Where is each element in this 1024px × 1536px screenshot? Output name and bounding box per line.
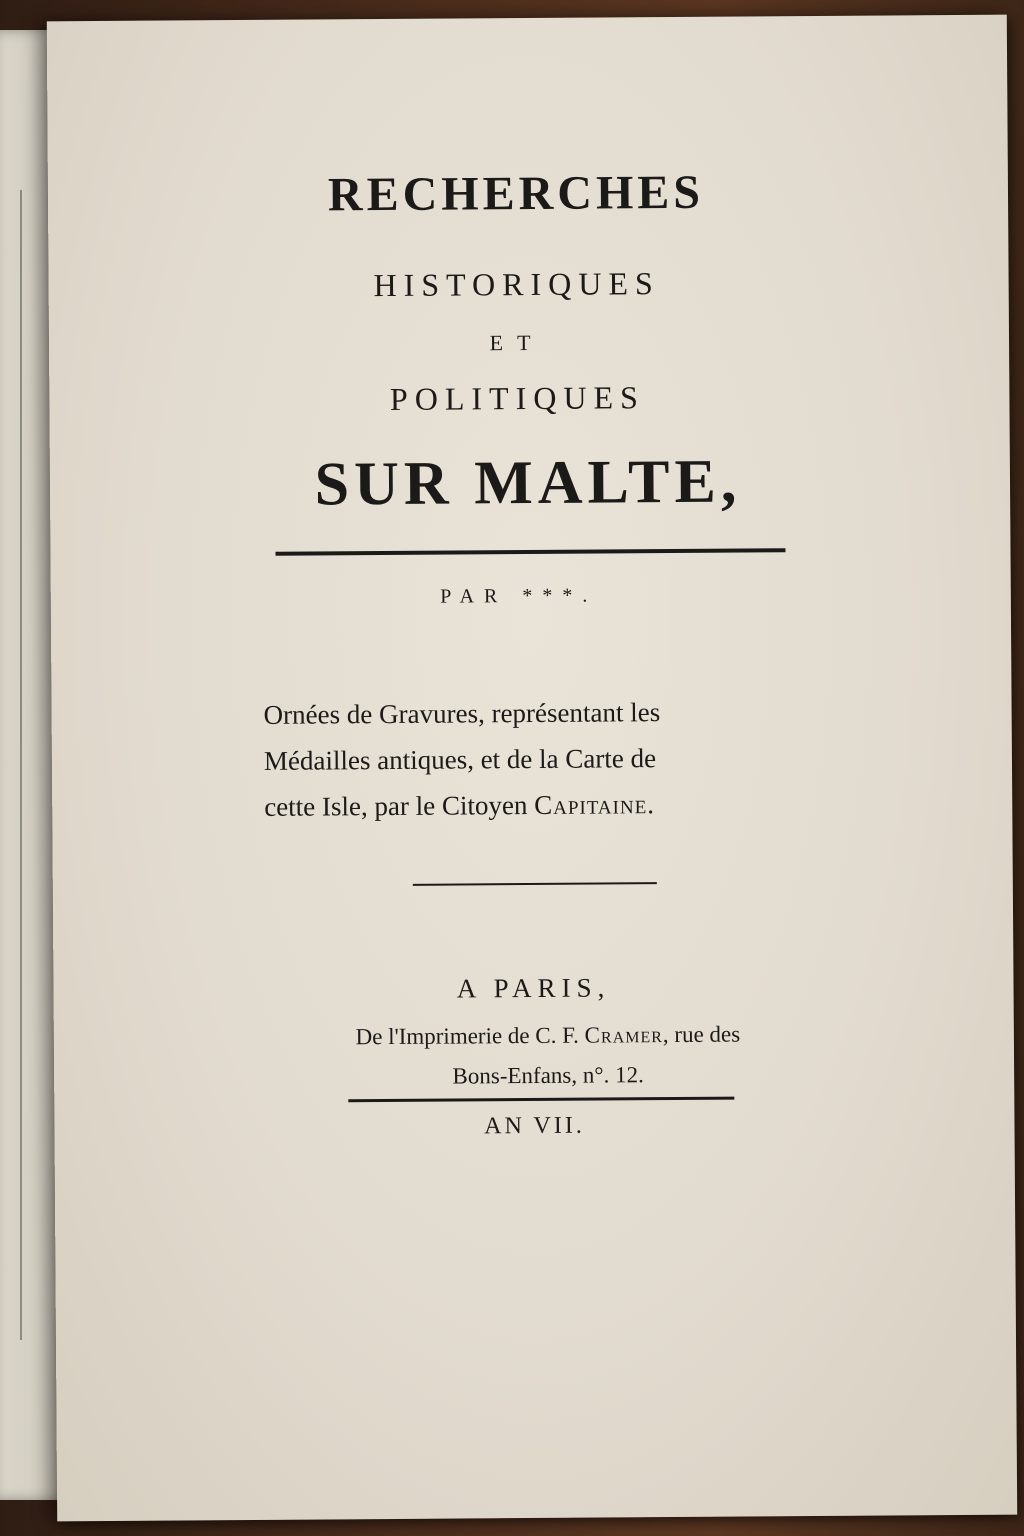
description-line-2: Médailles antiques, et de la Carte de xyxy=(263,743,657,776)
imprint xyxy=(288,1014,809,1098)
title-line-3: ET xyxy=(489,329,545,356)
title-line-2: HISTORIQUES xyxy=(373,265,660,304)
imprint-line-2: Bons-Enfans, n°. 12. xyxy=(452,1062,644,1089)
rule-short xyxy=(413,882,657,886)
description-line-3 xyxy=(264,780,804,830)
imprint-line-1 xyxy=(288,1014,808,1058)
year-line: AN VII. xyxy=(484,1112,585,1140)
place-line: A PARIS, xyxy=(456,972,611,1004)
title-line-5: SUR MALTE, xyxy=(314,447,742,519)
author-line: PAR ***. xyxy=(440,584,598,608)
book-margin-rule xyxy=(20,190,22,1340)
printer-name: Cramer xyxy=(584,1022,663,1048)
description-line-3-text: cette Isle, par le Citoyen xyxy=(264,789,535,822)
description-line-1: Ornées de Gravures, représentant les xyxy=(263,697,661,730)
imprint-line-1-text: De l'Imprimerie de C. F. xyxy=(355,1022,585,1050)
rule-medium xyxy=(348,1097,734,1103)
title-line-4: POLITIQUES xyxy=(389,379,645,417)
engraver-name: Capitaine. xyxy=(534,789,656,820)
description xyxy=(263,688,804,830)
title-line-1: RECHERCHES xyxy=(327,165,705,222)
imprint-line-1-end: , rue des xyxy=(662,1021,741,1048)
rule-thick xyxy=(275,548,785,556)
title-page xyxy=(47,15,1017,1522)
